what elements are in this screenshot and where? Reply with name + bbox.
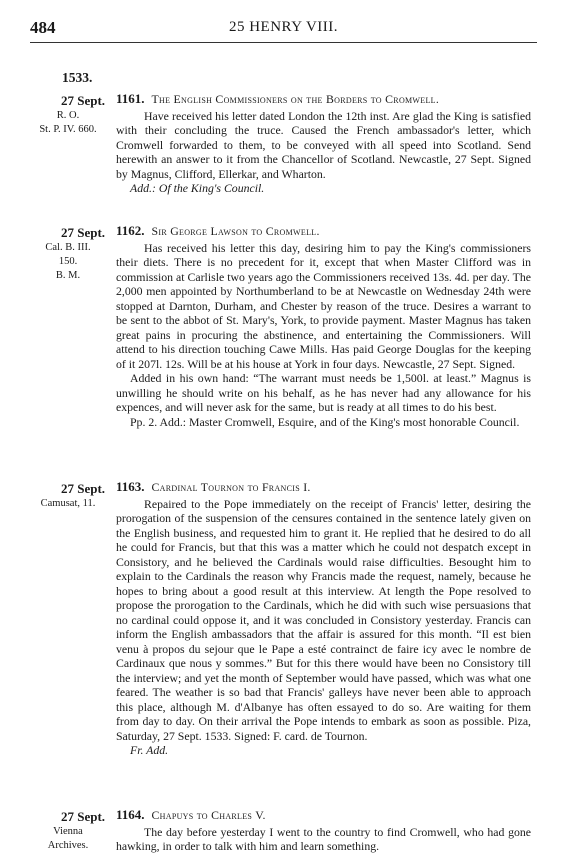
- entry-text: Have received his letter dated London the 12th inst. Are glad the King is satisfied with their concluding the truce. Caused the French ambassador's letter, which Cromwell forwarded to them, to be conveyed with all speed into Scotland. Send herewith an answer to it from the Chancellor of Scotland. Newcastle, 27 Sept. Signed by Magnus, Clifford, Ellerkar, and Wharton.: [116, 108, 531, 181]
- entry-heading: [116, 224, 531, 239]
- entry-number: 1162.: [116, 223, 145, 238]
- entry-title: The English Commissioners on the Borders to Cromwell.: [151, 92, 440, 106]
- entry-addendum: Add.: Of the King's Council.: [130, 181, 265, 195]
- running-header: [30, 18, 537, 38]
- entry-text: The day before yesterday I went to the country to find Cromwell, who had gone hawking, in order to talk with him and learn something.: [116, 824, 531, 853]
- entry-number: 1161.: [116, 91, 145, 106]
- entry-source: Camusat, 11.: [40, 498, 96, 509]
- entry-text: Repaired to the Pope immediately on the receipt of Francis' letter, desiring the prorogation of the suspension of the censures contained in the sentence lately given on the English business, and requested him to grant it. He replied that he desired to do all he could for Francis, but that this was a matter which he could not despatch except in Consistory, and he believed the Cardinals would raise difficulties. Besought him to explain to the Cardinals the reason why Francis made the request, namely, because he hopes to bring about a good result at this interview. At length the Pope resolved to propose the prorogation to the Cardinals, which he did with such wise persuasions that no cardinal could oppose it, and it was concluded in Consistory yesterday. Francis can inform the English ambassadors that the affair is assured for this month. “Il est bien venu à propos du sejour que le Pape a esté contrainct de faire icy avec le nombre de Cardinaux que nous y sommes.” But for this there would have been no Consistory till the interview; and yet the month of September would have passed, which was what one feared. The weather is so bad that Francis' galleys have never been able to approach this place, although M. d'Albanye has often essayed to do so. Are waiting for them from day to day. On their arrival the Pope intends to embark as soon as possible. Piza, Saturday, 27 Sept. 1533. Signed: F. card. de Tournon.: [116, 496, 531, 743]
- entry-body: [116, 808, 531, 854]
- header-rule: [30, 42, 537, 43]
- entry-number: 1164.: [116, 807, 145, 822]
- entry-title: Chapuys to Charles V.: [151, 808, 266, 822]
- entry-body: [116, 224, 531, 429]
- entry-source: Vienna Archives.: [47, 826, 89, 851]
- entry-addendum: Pp. 2. Add.: Master Cromwell, Esquire, and of the King's most honorable Council.: [130, 414, 520, 429]
- entry-text: Has received his letter this day, desiring him to pay the King's commissioners their diets. There is no precedent for it, except that when Master Clifford was in commission at Carlisle two years ago the Commissioners received 13s. 4d. per day. The 2,000 men appointed by Northumberland to be at Newcastle on Wednesday 24th were stopped at Darnton, Durham, and Chester by reason of the truce. Desires a warrant to be sent to the abbot of St. Mary's, York, to provide payment. Master Magnus has taken great pains in procuring the abstinence, and entertaining the Commissioners. Will attend to his direction touching Cawe Mills. Has paid George Douglas for the keeping of it 207l. 12s. Will be at his house at York in four days. Newcastle, 27 Sept. Signed.: [116, 240, 531, 371]
- entry-heading: [116, 480, 531, 495]
- entry-date: 27 Sept.: [60, 481, 106, 496]
- entry-date: 27 Sept.: [60, 809, 106, 824]
- running-title: 25 HENRY VIII.: [228, 19, 339, 35]
- entry-note: Added in his own hand: “The warrant must needs be 1,500l. at least.” Magnus is unwilling he should write on his behalf, as he has never had any allowance for his expences, and will never ask for the same, but is ready at all times to do his best.: [116, 371, 531, 414]
- entry-date: 27 Sept.: [60, 225, 106, 240]
- entry-source: R. O. St. P. IV. 660.: [39, 110, 97, 135]
- year-heading: 1533.: [62, 70, 93, 85]
- entry-source: Cal. B. III. 150. B. M.: [45, 242, 91, 281]
- entry-title: Cardinal Tournon to Francis I.: [151, 480, 311, 494]
- entry-heading: [116, 92, 531, 107]
- entry-heading: [116, 808, 531, 823]
- entry-addendum: Fr. Add.: [130, 743, 169, 757]
- entry-date: 27 Sept.: [60, 93, 106, 108]
- page-number: 484: [30, 18, 56, 37]
- entry-title: Sir George Lawson to Cromwell.: [151, 224, 320, 238]
- entry-body: [116, 480, 531, 758]
- entry-body: [116, 92, 531, 196]
- entry-number: 1163.: [116, 479, 145, 494]
